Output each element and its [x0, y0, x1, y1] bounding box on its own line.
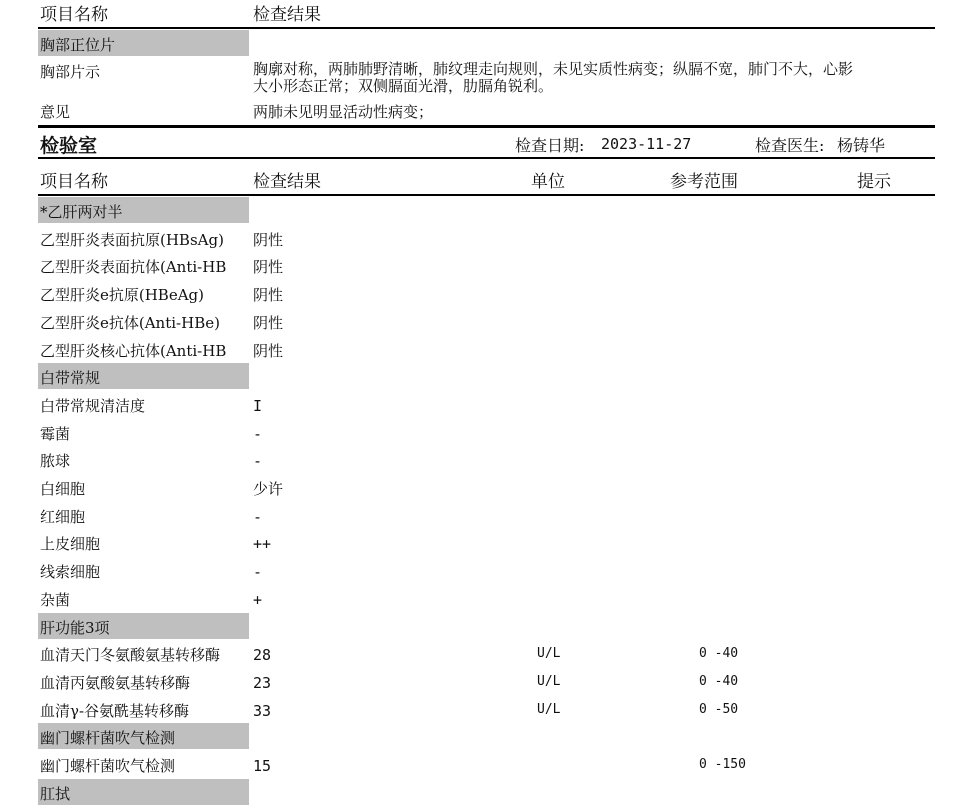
- chest-result-line1: 胸廓对称，两肺肺野清晰，肺纹理走向规则，未见实质性病变；纵膈不宽，肺门不大，心影: [253, 60, 854, 78]
- item-name: 乙型肝炎e抗原(HBeAg): [40, 286, 204, 305]
- table-row: [0, 696, 980, 724]
- group-header: [38, 613, 249, 639]
- table-row: [0, 252, 980, 280]
- item-range: 0 -150: [699, 757, 746, 772]
- table-row: [0, 557, 980, 585]
- table-row: [0, 225, 980, 253]
- item-result: 23: [253, 673, 272, 692]
- item-unit: U/L: [537, 701, 561, 717]
- doctor-label: 检查医生:: [755, 136, 825, 155]
- item-result: -: [253, 424, 263, 443]
- row-label-opinion: 意见: [40, 103, 71, 121]
- item-name: 血清丙氨酸氨基转移酶: [40, 673, 191, 692]
- item-name: 乙型肝炎核心抗体(Anti-HB: [40, 341, 227, 360]
- item-name: 血清天门冬氨酸氨基转移酶: [40, 646, 221, 665]
- group-chest-xray: [38, 30, 249, 56]
- group-label: 肛拭: [40, 784, 71, 803]
- item-name: 乙型肝炎表面抗体(Anti-HB: [40, 258, 227, 277]
- item-name: 上皮细胞: [40, 535, 101, 554]
- header-item-name: 项目名称: [40, 5, 108, 25]
- group-label: 幽门螺杆菌吹气检测: [40, 729, 176, 748]
- item-result: 28: [253, 646, 272, 665]
- item-name: 红细胞: [40, 507, 86, 526]
- item-result: 33: [253, 701, 272, 720]
- group-label: *乙肝两对半: [40, 203, 123, 221]
- col-result: 检查结果: [253, 172, 321, 192]
- table-row: [0, 474, 980, 502]
- item-name: 线索细胞: [40, 563, 101, 582]
- item-name: 血清γ-谷氨酰基转移酶: [40, 701, 190, 720]
- table-row: [0, 668, 980, 696]
- table-row: [0, 502, 980, 530]
- group-label: 白带常规: [40, 369, 101, 388]
- divider: [38, 125, 935, 128]
- item-result: 阴性: [253, 313, 284, 332]
- item-result: 阴性: [253, 258, 284, 277]
- item-result: 阴性: [253, 286, 284, 305]
- item-name: 白细胞: [40, 480, 86, 498]
- item-unit: U/L: [537, 646, 561, 662]
- doctor-value: 杨铸华: [837, 136, 886, 155]
- divider: [38, 157, 935, 159]
- table-row: [0, 391, 980, 419]
- table-row: [0, 640, 980, 668]
- table-row: [0, 529, 980, 557]
- col-hint: 提示: [857, 172, 891, 192]
- item-name: 脓球: [40, 452, 71, 471]
- divider: [38, 194, 935, 196]
- table-row: [0, 419, 980, 447]
- col-range: 参考范围: [670, 172, 738, 192]
- item-name: 乙型肝炎e抗体(Anti-HBe): [40, 313, 220, 332]
- item-result: -: [253, 563, 263, 582]
- table-row: [0, 336, 980, 364]
- group-header: [38, 779, 249, 805]
- section-title: 检验室: [40, 135, 98, 157]
- col-item: 项目名称: [40, 172, 108, 192]
- item-range: 0 -40: [699, 646, 739, 662]
- date-value: 2023-11-27: [601, 135, 692, 153]
- item-range: 0 -50: [699, 701, 739, 717]
- group-header: [38, 723, 249, 749]
- table-row: [0, 446, 980, 474]
- item-name: 霉菌: [40, 424, 71, 443]
- item-name: 杂菌: [40, 590, 71, 609]
- group-label: 胸部正位片: [40, 36, 116, 54]
- table-row: [0, 280, 980, 308]
- item-result: 15: [253, 757, 272, 775]
- date-label: 检查日期:: [515, 136, 585, 155]
- item-name: 幽门螺杆菌吹气检测: [40, 757, 176, 775]
- header-result: 检查结果: [253, 5, 321, 25]
- opinion-result: 两肺未见明显活动性病变；: [253, 103, 434, 121]
- item-result: ++: [253, 535, 272, 554]
- item-unit: U/L: [537, 673, 561, 689]
- table-row: [0, 308, 980, 336]
- item-result: -: [253, 507, 263, 526]
- item-result: I: [253, 396, 263, 415]
- item-result: -: [253, 452, 263, 471]
- item-result: 少许: [253, 480, 284, 498]
- item-result: 阴性: [253, 230, 284, 249]
- item-result: +: [253, 590, 263, 609]
- group-header: [38, 197, 249, 223]
- item-name: 乙型肝炎表面抗原(HBsAg): [40, 230, 224, 249]
- table-row: [0, 585, 980, 613]
- col-unit: 单位: [531, 172, 565, 192]
- row-label-chest: 胸部片示: [40, 63, 101, 81]
- table-row: [0, 751, 980, 779]
- chest-result-line2: 大小形态正常；双侧膈面光滑，肋膈角锐利。: [253, 77, 554, 95]
- divider: [38, 27, 935, 29]
- group-label: 肝功能3项: [40, 618, 110, 637]
- group-header: [38, 363, 249, 389]
- item-range: 0 -40: [699, 673, 739, 689]
- item-result: 阴性: [253, 341, 284, 360]
- item-name: 白带常规清洁度: [40, 396, 146, 415]
